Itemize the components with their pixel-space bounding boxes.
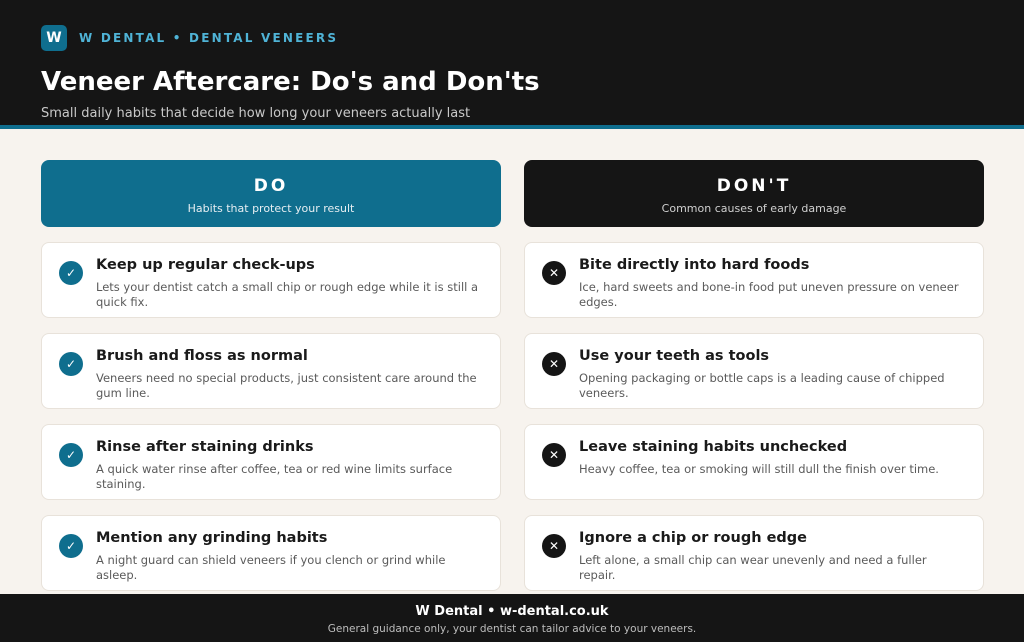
do-card-title: Brush and floss as normal xyxy=(96,348,308,364)
cross-icon: ✕ xyxy=(542,261,566,285)
page-title: Veneer Aftercare: Do's and Don'ts xyxy=(41,67,540,97)
do-card-title: Mention any grinding habits xyxy=(96,530,328,546)
do-card xyxy=(41,424,501,500)
do-card xyxy=(41,242,501,318)
footer xyxy=(0,594,1024,642)
dont-card-text: Ice, hard sweets and bone-in food put uneven pressure on veneer edges. xyxy=(579,280,959,309)
do-card xyxy=(41,515,501,591)
do-title: DO xyxy=(253,176,289,196)
dont-card-text: Heavy coffee, tea or smoking will still dull the finish over time. xyxy=(579,462,939,476)
do-card-title: Rinse after staining drinks xyxy=(96,439,314,455)
page-subtitle: Small daily habits that decide how long your veneers actually last xyxy=(41,106,471,121)
cross-icon: ✕ xyxy=(542,534,566,558)
brand-row xyxy=(41,25,338,51)
check-icon: ✓ xyxy=(59,352,83,376)
dont-card-title: Use your teeth as tools xyxy=(579,348,770,364)
cross-icon: ✕ xyxy=(542,443,566,467)
dont-subtitle: Common causes of early damage xyxy=(661,202,847,215)
dont-header xyxy=(524,160,984,227)
do-card-text: A quick water rinse after coffee, tea or red wine limits surface staining. xyxy=(96,462,453,491)
dont-card xyxy=(524,242,984,318)
dont-card-title: Bite directly into hard foods xyxy=(579,257,810,273)
header xyxy=(0,0,1024,129)
dont-card xyxy=(524,515,984,591)
dont-title: DON'T xyxy=(716,176,792,196)
do-card-title: Keep up regular check-ups xyxy=(96,257,315,273)
dont-card xyxy=(524,333,984,409)
dont-card-title: Ignore a chip or rough edge xyxy=(579,530,808,546)
do-column xyxy=(41,160,501,591)
dont-column xyxy=(524,160,984,591)
check-icon: ✓ xyxy=(59,443,83,467)
dont-card xyxy=(524,424,984,500)
do-card-text: Lets your dentist catch a small chip or rough edge while it is still a quick fix. xyxy=(96,280,479,309)
check-icon: ✓ xyxy=(59,261,83,285)
dont-card-title: Leave staining habits unchecked xyxy=(579,439,848,455)
brand-label: W DENTAL • DENTAL VENEERS xyxy=(79,31,339,45)
do-header xyxy=(41,160,501,227)
check-icon: ✓ xyxy=(59,534,83,558)
cross-icon: ✕ xyxy=(542,352,566,376)
do-card-text: Veneers need no special products, just consistent care around the gum line. xyxy=(96,371,477,400)
do-subtitle: Habits that protect your result xyxy=(187,202,355,215)
footer-note: General guidance only, your dentist can tailor advice to your veneers. xyxy=(327,623,697,635)
footer-brand: W Dental • w-dental.co.uk xyxy=(415,604,609,619)
dont-card-text: Opening packaging or bottle caps is a leading cause of chipped veneers. xyxy=(579,371,945,400)
logo: W xyxy=(41,25,67,51)
dont-card-text: Left alone, a small chip can wear unevenly and need a fuller repair. xyxy=(579,553,927,582)
do-card-text: A night guard can shield veneers if you clench or grind while asleep. xyxy=(96,553,446,582)
do-card xyxy=(41,333,501,409)
